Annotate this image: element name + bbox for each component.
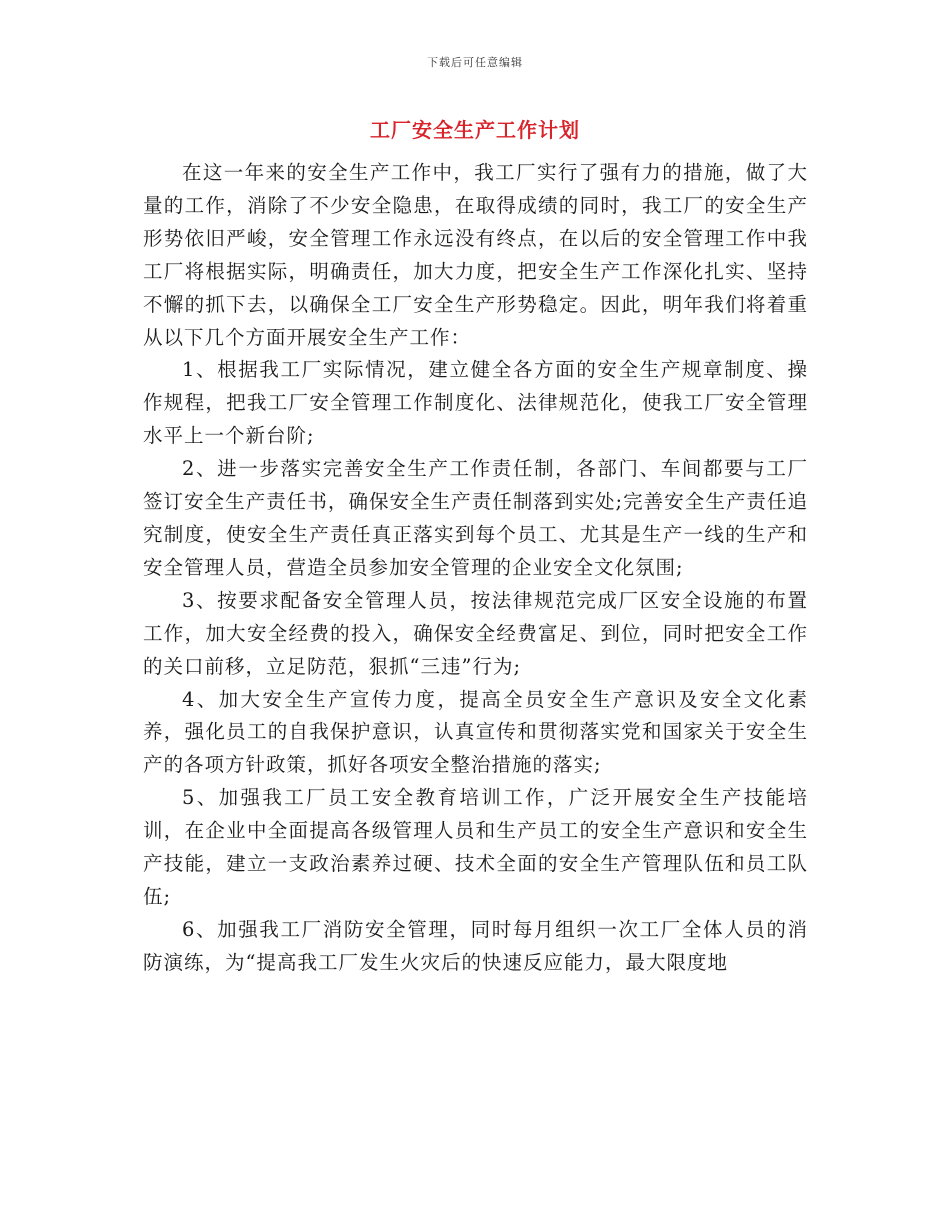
header-note: 下载后可任意编辑 xyxy=(427,56,523,69)
document-title: 工厂安全生产工作计划 xyxy=(370,118,580,142)
paragraph-item-4: 4、加大安全生产宣传力度，提高全员安全生产意识及安全文化素养，强化员工的自我保护意识，认真宣传和贯彻落实党和国家关于安全生产的各项方针政策，抓好各项安全整治措施的落实; xyxy=(143,687,808,777)
paragraph-item-5: 5、加强我工厂员工安全教育培训工作，广泛开展安全生产技能培训，在企业中全面提高各级管理人员和生产员工的安全生产意识和安全生产技能，建立一支政治素养过硬、技术全面的安全生产管理队伍和员工队伍; xyxy=(143,786,808,908)
document-body xyxy=(143,157,808,980)
paragraph-item-6: 6、加强我工厂消防安全管理，同时每月组织一次工厂全体人员的消防演练，为“提高我工厂发生火灾后的快速反应能力，最大限度地 xyxy=(143,917,808,974)
paragraph-item-3: 3、按要求配备安全管理人员，按法律规范完成厂区安全设施的布置工作，加大安全经费的投入，确保安全经费富足、到位，同时把安全工作的关口前移，立足防范，狠抓“三违”行为; xyxy=(143,588,808,678)
paragraph-item-2: 2、进一步落实完善安全生产工作责任制，各部门、车间都要与工厂签订安全生产责任书，确保安全生产责任制落到实处;完善安全生产责任追究制度，使安全生产责任真正落实到每个员工、尤其是生产一线的生产和安全管理人员，营造全员参加安全管理的企业安全文化氛围; xyxy=(143,457,808,579)
paragraph-item-1: 1、根据我工厂实际情况，建立健全各方面的安全生产规章制度、操作规程，把我工厂安全管理工作制度化、法律规范化，使我工厂安全管理水平上一个新台阶; xyxy=(143,358,808,448)
paragraph-intro: 在这一年来的安全生产工作中，我工厂实行了强有力的措施，做了大量的工作，消除了不少安全隐患，在取得成绩的同时，我工厂的安全生产形势依旧严峻，安全管理工作永远没有终点，在以后的安全管理工作中我工厂将根据实际，明确责任，加大力度，把安全生产工作深化扎实、坚持不懈的抓下去，以确保全工厂安全生产形势稳定。因此，明年我们将着重从以下几个方面开展安全生产工作： xyxy=(143,161,808,349)
